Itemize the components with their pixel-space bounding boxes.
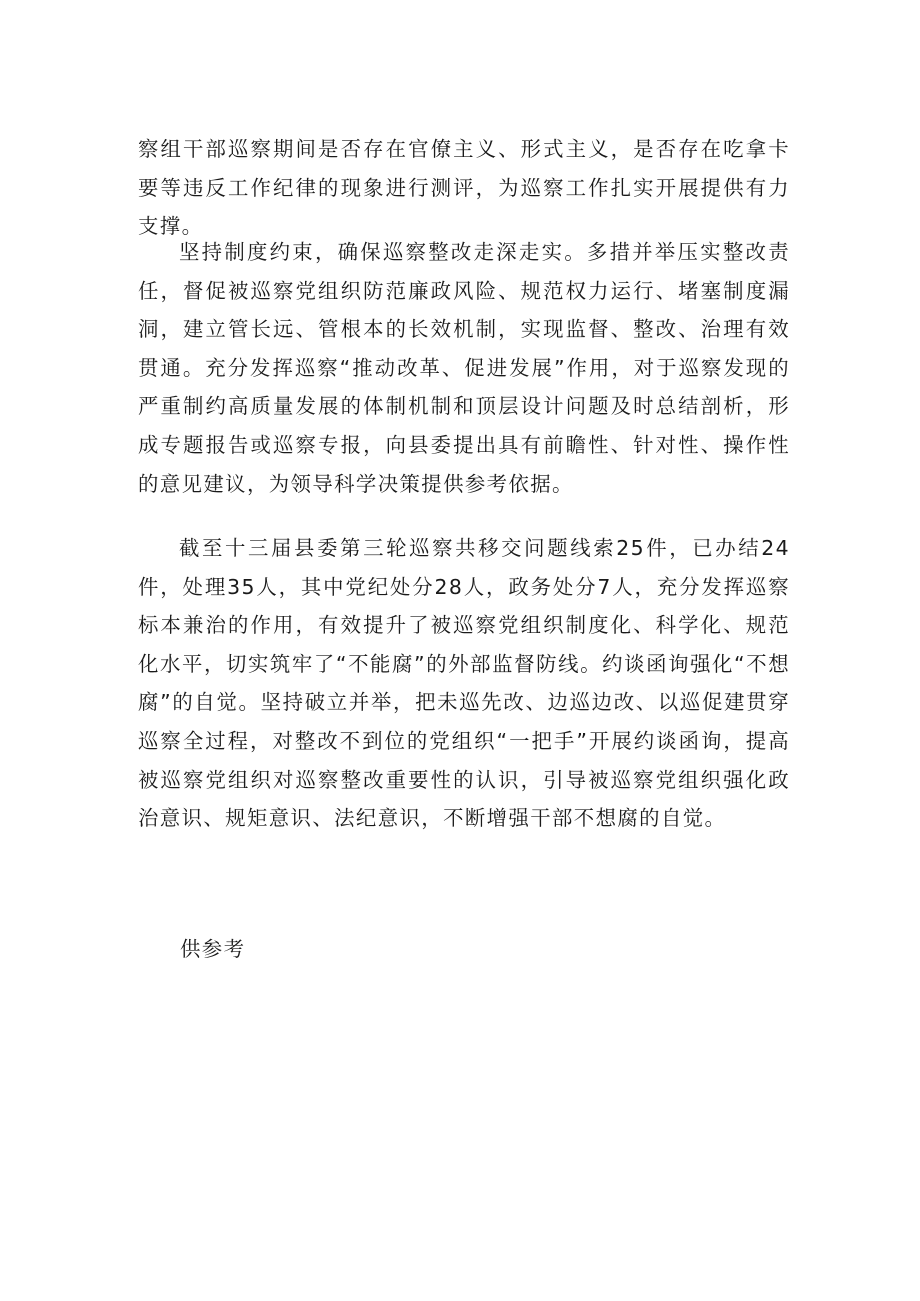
paragraph-3: 截至十三届县委第三轮巡察共移交问题线索25件，已办结24件，处理35人，其中党纪处分28人，政务处分7人，充分发挥巡察标本兼治的作用，有效提升了被巡察党组织制度化、科学化、规范化水平，切实筑牢了“不能腐”的外部监督防线。约谈函询强化“不想腐”的自觉。坚持破立并举，把未巡先改、边巡边改、以巡促建贯穿巡察全过程，对整改不到位的党组织“一把手”开展约谈函询，提高被巡察党组织对巡察整改重要性的认识，引导被巡察党组织强化政治意识、规矩意识、法纪意识，不断增强干部不想腐的自觉。 [138,536,790,831]
paragraph-1: 察组干部巡察期间是否存在官僚主义、形式主义，是否存在吃拿卡要等违反工作纪律的现象进行测评，为巡察工作扎实开展提供有力支撑。 [138,137,790,239]
paragraph-2: 坚持制度约束，确保巡察整改走深走实。多措并举压实整改责任，督促被巡察党组织防范廉政风险、规范权力运行、堵塞制度漏洞，建立管长远、管根本的长效机制，实现监督、整改、治理有效贯通。充分发挥巡察“推动改革、促进发展”作用，对于巡察发现的严重制约高质量发展的体制机制和顶层设计问题及时总结剖析，形成专题报告或巡察专报，向县委提出具有前瞻性、针对性、操作性的意见建议，为领导科学决策提供参考依据。 [138,240,790,496]
closing-note: 供参考 [180,937,246,961]
